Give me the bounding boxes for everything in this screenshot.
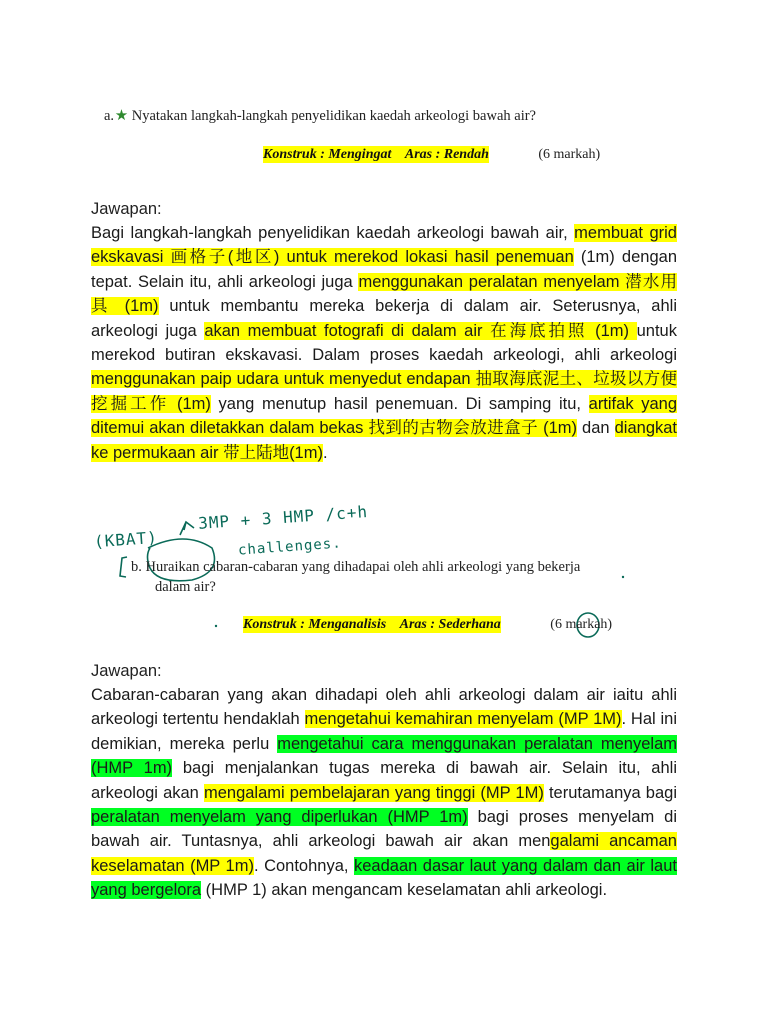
star-icon: ★ bbox=[114, 108, 129, 124]
question-b-line2: dalam air? bbox=[155, 579, 216, 595]
konstruk-b-label: Konstruk : Menganalisis Aras : Sederhana bbox=[243, 617, 501, 632]
highlight-yellow: diangkat ke permukaan air 带上陆地(1m) bbox=[91, 419, 678, 462]
answer-text: terutamanya bagi bbox=[543, 783, 677, 802]
question-b bbox=[131, 557, 580, 577]
highlight-yellow: menggunakan paip udara untuk menyedut endapan 抽取海底泥土、垃圾以方便挖掘工作 (1m) bbox=[91, 370, 677, 413]
answer-text: . bbox=[322, 443, 328, 462]
handwritten-note-marks: 3MP + 3 HMP /c+h bbox=[197, 502, 369, 533]
answer-b-title: Jawapan: bbox=[91, 662, 162, 680]
konstruk-a bbox=[263, 145, 600, 165]
question-a-text: Nyatakan langkah-langkah penyelidikan kaedah arkeologi bawah air? bbox=[131, 108, 536, 124]
answer-text: Cabaran-cabaran yang akan dihadapi oleh ahli arkeologi dalam air iaitu ahli arkeologi tertentu hendaklah bbox=[91, 686, 677, 729]
answer-text: dan bbox=[577, 419, 615, 438]
answer-text: Bagi langkah-langkah penyelidikan kaedah arkeologi bawah air, bbox=[91, 224, 575, 242]
handwritten-note-challenges: challenges. bbox=[237, 535, 343, 559]
answer-text: yang menutup hasil penemuan. Di samping itu, bbox=[210, 394, 589, 413]
question-a bbox=[104, 106, 536, 126]
answer-text: untuk membantu mereka bekerja di dalam air. Seterusnya, ahli arkeologi juga bbox=[91, 297, 677, 340]
highlight-yellow: akan membuat fotografi di dalam air 在海底拍照 (1m) bbox=[204, 321, 637, 340]
answer-text: untuk merekod butiran ekskavasi. Dalam proses kaedah arkeologi, ahli arkeologi bbox=[91, 321, 677, 365]
answer-text: bagi menjalankan tugas mereka di bawah air. Selain itu, ahli arkeologi akan bbox=[91, 759, 677, 802]
question-a-letter: a. bbox=[104, 108, 115, 124]
answer-text: . Hal ini demikian, mereka perlu bbox=[91, 710, 677, 753]
answer-text: . Contohnya, bbox=[253, 856, 354, 875]
highlight-yellow: artifak yang ditemui akan diletakkan dalam bekas 找到的古物会放进盒子 (1m) bbox=[91, 394, 678, 438]
handwritten-note-kbat: (KBAT) bbox=[93, 527, 159, 552]
answer-b-body bbox=[91, 683, 677, 903]
konstruk-a-label: Konstruk : Mengingat Aras : Rendah bbox=[263, 147, 489, 162]
highlight-yellow: mengalami pembelajaran yang tinggi (MP 1M) bbox=[203, 783, 544, 802]
answer-text: (HMP 1) akan mengancam keselamatan ahli arkeologi. bbox=[201, 881, 608, 900]
highlight-yellow: galami ancaman keselamatan (MP 1m) bbox=[91, 832, 677, 875]
highlight-green: mengetahui cara menggunakan peralatan menyelam (HMP 1m) bbox=[91, 734, 677, 778]
answer-a-body bbox=[91, 221, 677, 465]
highlight-green: peralatan menyelam yang diperlukan (HMP 1m) bbox=[91, 808, 468, 827]
highlight-yellow: mengetahui kemahiran menyelam (MP 1M) bbox=[304, 710, 622, 729]
highlight-yellow: menggunakan peralatan menyelam 潜水用具 (1m) bbox=[91, 272, 677, 316]
konstruk-b bbox=[243, 615, 612, 635]
marks-a: (6 markah) bbox=[538, 147, 601, 162]
answer-text: bagi proses menyelam di bawah air. Tuntasnya, ahli arkeologi bawah air akan men bbox=[91, 808, 677, 851]
answer-text: (1m) dengan tepat. Selain itu, ahli arkeologi juga bbox=[91, 248, 677, 291]
highlight-yellow: membuat grid ekskavasi 画格子(地区) untuk merekod lokasi hasil penemuan bbox=[91, 224, 677, 267]
question-b-line1: Huraikan cabaran-cabaran yang dihadapai oleh ahli arkeologi yang bekerja bbox=[145, 559, 581, 575]
answer-a-title: Jawapan: bbox=[91, 200, 162, 218]
question-b-letter: b. bbox=[131, 559, 142, 575]
marks-b: (6 markah) bbox=[550, 617, 613, 632]
highlight-green: keadaan dasar laut yang dalam dan air laut yang bergelora bbox=[91, 856, 677, 900]
